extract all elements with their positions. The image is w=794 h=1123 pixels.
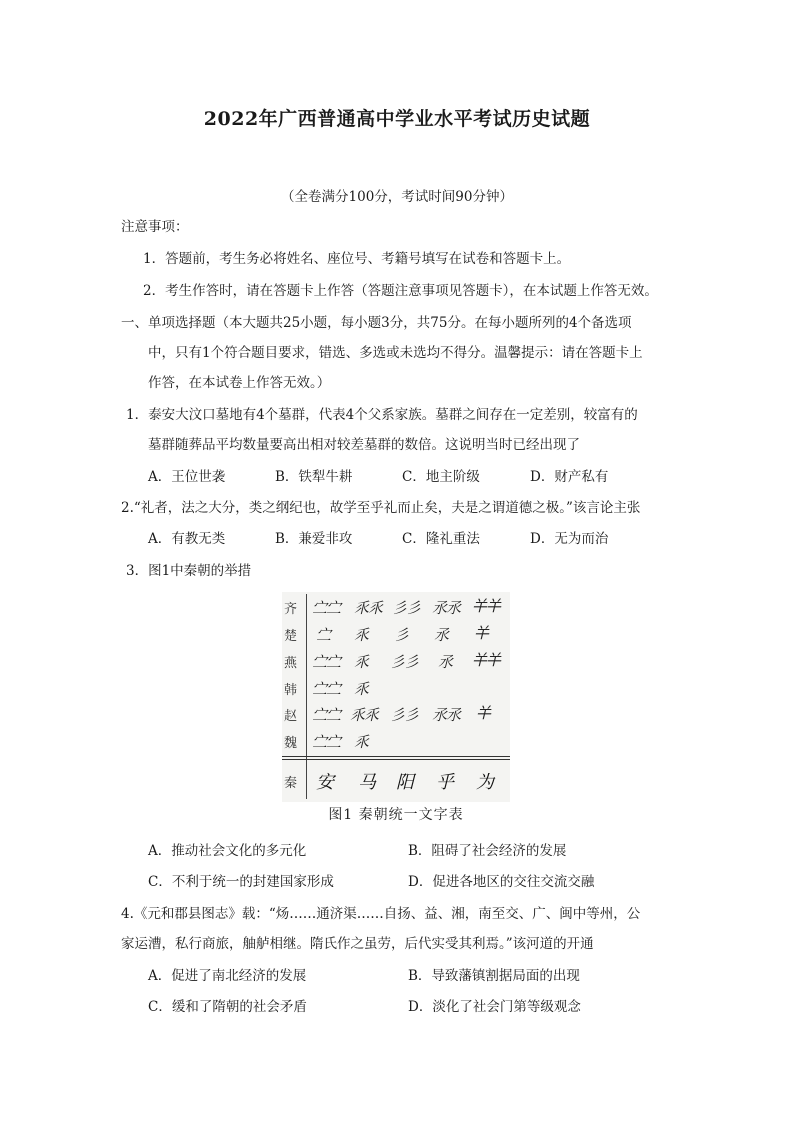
- qin-glyph: 阳: [396, 772, 414, 793]
- row-label-chu: 楚: [284, 629, 298, 644]
- qin-glyph: 安: [316, 772, 334, 793]
- question-4-stem-line2: 家运漕，私行商旅，舳舻相继。隋氏作之虽劳，后代实受其利焉。”该河道的开通: [121, 936, 594, 952]
- script-table-image: [282, 592, 510, 802]
- question-2-option-d[interactable]: D．无为而治: [530, 531, 609, 547]
- glyph: 彡彡: [390, 706, 419, 724]
- question-3-option-d[interactable]: D．促进各地区的交往交流交融: [408, 874, 595, 890]
- question-2-stem: 2.“礼者，法之大分，类之纲纪也，故学至乎礼而止矣，夫是之谓道德之极。”该言论主张: [121, 500, 641, 516]
- glyph: 氶: [434, 626, 449, 644]
- section-instructions-line3: 作答，在本试卷上作答无效。）: [148, 375, 331, 391]
- table-divider-vertical: [306, 594, 307, 799]
- glyph: 乑: [354, 653, 369, 671]
- question-3-option-b[interactable]: B．阻碍了社会经济的发展: [408, 843, 567, 859]
- glyph: 𢆉𢆉: [472, 597, 501, 615]
- glyph: 𢆉: [474, 624, 489, 642]
- question-2-option-b[interactable]: B．兼爱非攻: [275, 531, 353, 547]
- glyph: 乑乑: [354, 599, 383, 617]
- glyph: 㝉㝉: [312, 599, 341, 617]
- glyph: 彡: [394, 626, 409, 644]
- glyph: 㝉: [316, 626, 331, 644]
- question-4-option-b[interactable]: B．导致藩镇割据局面的出现: [408, 968, 580, 984]
- table-divider-line: [282, 756, 510, 757]
- row-label-zhao: 赵: [284, 709, 298, 724]
- qin-glyph: 马: [358, 772, 376, 793]
- glyph: 𢆉𢆉: [472, 651, 501, 669]
- notice-item-1: 1．答题前，考生务必将姓名、座位号、考籍号填写在试卷和答题卡上。: [143, 251, 571, 267]
- question-3-option-c[interactable]: C．不利于统一的封建国家形成: [148, 874, 334, 890]
- row-label-qi: 齐: [284, 602, 298, 617]
- question-4-option-a[interactable]: A．促进了南北经济的发展: [148, 968, 307, 984]
- question-2-option-a[interactable]: A．有教无类: [148, 531, 226, 547]
- section-instructions-line1: 一、单项选择题（本大题共25小题，每小题3分，共75分。在每小题所列的4个备选项: [121, 315, 632, 331]
- glyph: 㝉㝉: [312, 733, 341, 751]
- table-divider-line: [282, 759, 510, 760]
- notice-item-2: 2．考生作答时，请在答题卡上作答（答题注意事项见答题卡），在本试题上作答无效。: [143, 283, 658, 299]
- question-1-stem-line1: 1．泰安大汶口墓地有4个墓群，代表4个父系家族。墓群之间存在一定差别，较富有的: [126, 407, 638, 423]
- question-1-option-d[interactable]: D．财产私有: [530, 469, 609, 485]
- question-4-option-d[interactable]: D．淡化了社会门第等级观念: [408, 999, 581, 1015]
- row-label-qin: 秦: [284, 776, 298, 791]
- glyph: 氶氶: [432, 706, 461, 724]
- question-1-option-a[interactable]: A．王位世袭: [148, 469, 226, 485]
- question-1-option-c[interactable]: C．地主阶级: [402, 469, 480, 485]
- glyph: 㝉㝉: [312, 680, 341, 698]
- glyph: 彡彡: [392, 599, 421, 617]
- question-4-option-c[interactable]: C．缓和了隋朝的社会矛盾: [148, 999, 307, 1015]
- page-title: 2022年广西普通高中学业水平考试历史试题: [203, 108, 591, 130]
- glyph: 㝉㝉: [312, 706, 341, 724]
- glyph: 乑: [354, 680, 369, 698]
- question-3-stem: 3．图1中秦朝的举措: [126, 563, 252, 579]
- exam-subtitle: （全卷满分100分，考试时间90分钟）: [281, 189, 513, 205]
- row-label-wei: 魏: [284, 736, 298, 751]
- row-label-yan: 燕: [284, 656, 298, 671]
- row-label-han: 韩: [284, 683, 298, 698]
- question-3-option-a[interactable]: A．推动社会文化的多元化: [148, 843, 307, 859]
- qin-glyph: 乎: [436, 772, 454, 793]
- question-4-stem-line1: 4.《元和郡县图志》载：“炀……通济渠……自扬、益、湘，南至交、广、闽中等州，公: [121, 906, 641, 922]
- figure-1-script-table: [282, 592, 510, 828]
- glyph: 氶: [438, 653, 453, 671]
- glyph: 彡彡: [390, 653, 419, 671]
- question-1-option-b[interactable]: B．铁犁牛耕: [275, 469, 353, 485]
- glyph: 𢆉: [476, 704, 491, 722]
- section-instructions-line2: 中，只有1个符合题目要求，错选、多选或未选均不得分。温馨提示：请在答题卡上: [148, 345, 643, 361]
- glyph: 乑乑: [350, 706, 379, 724]
- figure-caption: 图1 秦朝统一文字表: [328, 807, 464, 823]
- question-2-option-c[interactable]: C．隆礼重法: [402, 531, 480, 547]
- notice-heading: 注意事项：: [121, 219, 189, 235]
- glyph: 乑: [354, 626, 369, 644]
- qin-glyph: 为: [476, 772, 494, 793]
- glyph: 㝉㝉: [312, 653, 341, 671]
- glyph: 乑: [354, 733, 369, 751]
- glyph: 氶氶: [432, 599, 461, 617]
- question-1-stem-line2: 墓群随葬品平均数量要高出相对较差墓群的数倍。这说明当时已经出现了: [148, 437, 580, 453]
